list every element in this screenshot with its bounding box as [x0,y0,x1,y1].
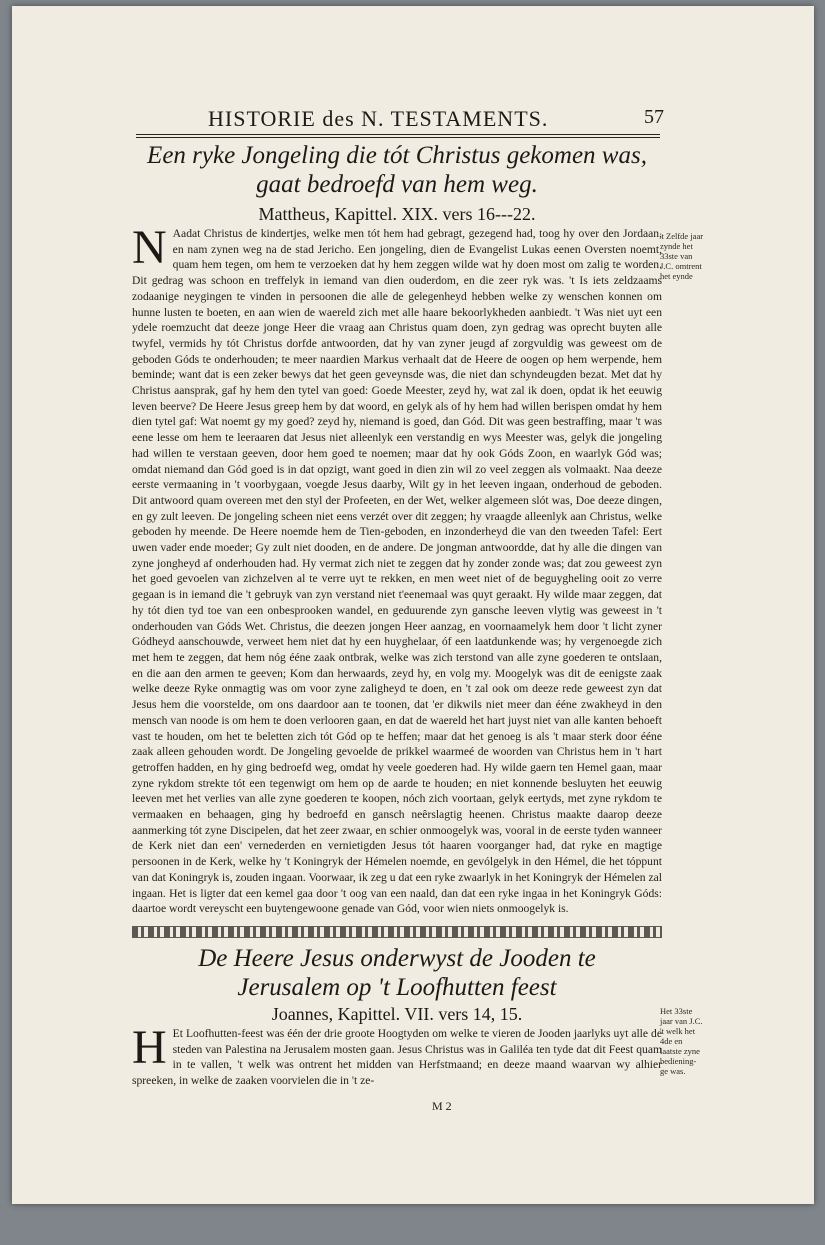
ornamental-rule [132,926,662,938]
section1-title-line1: Een ryke Jongeling die tót Christus gekomen was, [147,142,647,169]
section1-reference: Mattheus, Kapittel. XIX. vers 16---22. [258,204,536,224]
section2-margin-note: Het 33ste jaar van J.C. 't welk het 4de en laatste zyne bediening-ge was. [660,1006,703,1076]
signature-mark: M 2 [432,1099,452,1113]
section1-text: Aadat Christus de kindertjes, welke men tót hem had gebragt, gezegend had, toog hy over den Jordaan, en nam zynen weg na de stad Jericho. Een jongeling, dien de Evangelist Lukas eenen Oversten noemt, quam hem tegen, om hem te verzoeken dat hy hem zeggen wilde wat hy doen most om zalig te worden. Dit gedrag was schoon en treffelyk in iemand van dien ouderdom, en die zeer ryk was. 't Is iets zeldzaams zodaanige neygingen te vinden in persoonen die alle de gelegenheyd hebben welke zy wenschen konnen om hunne lusten te boeten, en aan wien de waereld zich met alle haare bekoorlykheden aanbiedt. 't Was niet uyt een ydele roemzucht dat deeze jonge Heer die vraag aan Christus quam doen, zyn gedrag was oprecht buyten alle twyfel, vermids hy tót Christus dorfde antwoorden, dat hy van zyner jeugd af zorgvuldig was geweest om de geboden Góds te onderhouden; te meer naardien Markus verhaalt dat de Heere de oogen op hem werpende, hem beminde; want dat is een zeker bewys dat het geen geveynsde was, die niet dan schyndeugden bezat. Met dat hy Christus aansprak, gaf hy hem den tytel van goed: Goede Meester, zeyd hy, wat zal ik doen, opdat ik het eeuwig leven beerve? De Heere Jesus greep hem by dat woord, en gelyk als of hy hem had willen berispen omdat hy hem dien tytel gaf: Wat noemt gy my goed? zeyd hy, niemand is goed, dan Gód. Dit was geen bestraffing, maar 't was eene lesse om hem te leeraaren dat Jesus niet alleenlyk een verstandig en wys Meester was, gelyk die jongeling had willen te verstaan geeven, door hem goed te noemen; maar dat hy ook Góds Zoon, en waarlyk Gód was; omdat niemand dan Gód goed is in dat opzigt, want goed in dien zin wil zo veel zeggen als volmaakt. Naa deeze eerste vermaaning in 't voorbygaan, voegde Jesus daarby, Wilt gy in het leeven ingaan, onderhoud de geboden. Dit antwoord quam overeen met den styl der Profeeten, en der Wet, welker algemeen slót was, Doe deeze dingen, en gy zult leeven. De jongeling scheen niet eens verzét over dit zeggen; hy vraagde alleenlyk aan Christus, welke geboden hy meende. De Heere noemde hem de Tien-geboden, en inzonderheyd die van den tweeden Tafel: Eert uwen vader ende moeder; Gy zult niet dooden, en de andere. De jongman antwoordde, dat hy alle die dingen van zyne jongheyd af onderhouden had. Hy vermat zich niet te zeggen dat hy zonder zonde was; dat zou geweest zyn het goed gevoelen van zichzelven al te verre uyt te rekken, en men weet niet of de beguygheling ooit zo verre gegaan is in iemand die 't gebruyk van zyn verstand niet t'eenemaal was quyt geraakt. Hy wilde maar zeggen, dat hy tót dien tyd toe van een onbesprooken wandel, en geduurende zyn gansche leeven vlytig was geweest in 't onderhouden van Góds Wet. Christus, die deezen jongen Heer aanzag, en voornaamelyk hem door 't licht zyner Gódheyd aanschouwde, verweet hem niet dat hy een huyghelaar, óf een laatdunkende was; hy vergenoegde zich met hem te zeggen, dat hem nóg ééne zaak ontbrak, welke was zich terstond van alle zyne goederen te ontslaan, en die aan den armen te geeven; Kom dan herwaards, zeyd hy, en volg my. Moogelyk was dit de eenigste zaak welke deeze Ryke onmagtig was om voor zyne zaligheyd te doen, en 't zal ook om deeze rede geweest zyn dat Jesus hem die voorstelde, om ons daardoor aan te toonen, dat 'er dikwils niet meer dan ééne zwakheyd in den mensch van noode is om hem te doen verlooren gaan, en dat de waereld het hart juyst niet van alle kanten behoeft vast te houden, om het te beletten zich tót Gód op te heffen; maar dat het genoeg is als 't maar sterk door ééne zaak alleen gehouden wordt. De Jongeling gevoelde de prikkel waarmeé de woorden van Christus hem in 't hart getroffen hadden, en hy ging bedroefd weg, omdat hy veele goederen had. Hy wilde gaern ten Hemel gaan, maar zyne rykdom strekte tót een tegenwigt om hem op de aarde te houden; en niet konnende besluyten het eeuwig leeven met het verlies van alle zyne goederen te koopen, nóch zich voortaan, gelyk eertyds, met zyne rykdom te vermaaken en behaagen, ging hy bedroefd en gansch neêrslagtig heenen. Christus maakte daarop deeze aanmerking tót zyne Discipelen, dat het zeer zwaar, en schier onmoogelyk was, vooral in de eerste tyden wanneer de Kerk niet dan een' vernederden en vernietigden Jesus tót haaren voorganger had, dat ryke en magtige persoonen in de Kerk, welke hy 't Koningryk der Hémelen noemde, en gevólgelyk in den Hémel, die het tóppunt van dat Koningryk is, zouden ingaan. Voorwaar, ik zeg u dat een ryke zwaarlyk in het Koningryk der Hémelen zal ingaan. Het is ligter dat een kemel gaa door 't oog van een naald, dan dat een ryke ingaa in het Koningryk Góds: daartoe wordt vereyscht een buytengewoone genade van Gód, voor wien niets onmoogelyk is. [132,227,662,916]
section1-margin-note: 't Zelfde jaar zynde het 33ste van J.C. omtrent het eynde [660,231,704,281]
dropcap: N [132,221,167,274]
header-rule [136,134,660,135]
book-page [12,6,814,1204]
page-content [12,6,814,1204]
section1-title-line2: gaat bedroefd van hem weg. [256,171,538,198]
section2-body [132,1021,662,1089]
header-rule [136,137,660,138]
section1-body [132,221,662,917]
section2-reference: Joannes, Kapittel. VII. vers 14, 15. [271,1004,523,1024]
dropcap: H [132,1021,167,1074]
running-head: HISTORIE des N. TESTAMENTS. [208,106,549,131]
page-number: 57 [644,106,664,128]
section2-title-line1: De Heere Jesus onderwyst de Jooden te [198,945,596,972]
section2-text: Et Loofhutten-feest was één der drie groote Hoogtyden om welke te vieren de Jooden jaarlyks uyt alle de steden van Palestina na Jerusalem mosten gaan. Jesus Christus was in Galiléa ten tyde dat dit Feest quam in te vallen, 't welk was ontrent het midden van Herfstmaand; en deeze maand waarvan wy alhier spreeken, in welke de zaaken voorvielen die in 't ze- [132,1027,662,1088]
section2-title-line2: Jerusalem op 't Loofhutten feest [237,974,557,1001]
